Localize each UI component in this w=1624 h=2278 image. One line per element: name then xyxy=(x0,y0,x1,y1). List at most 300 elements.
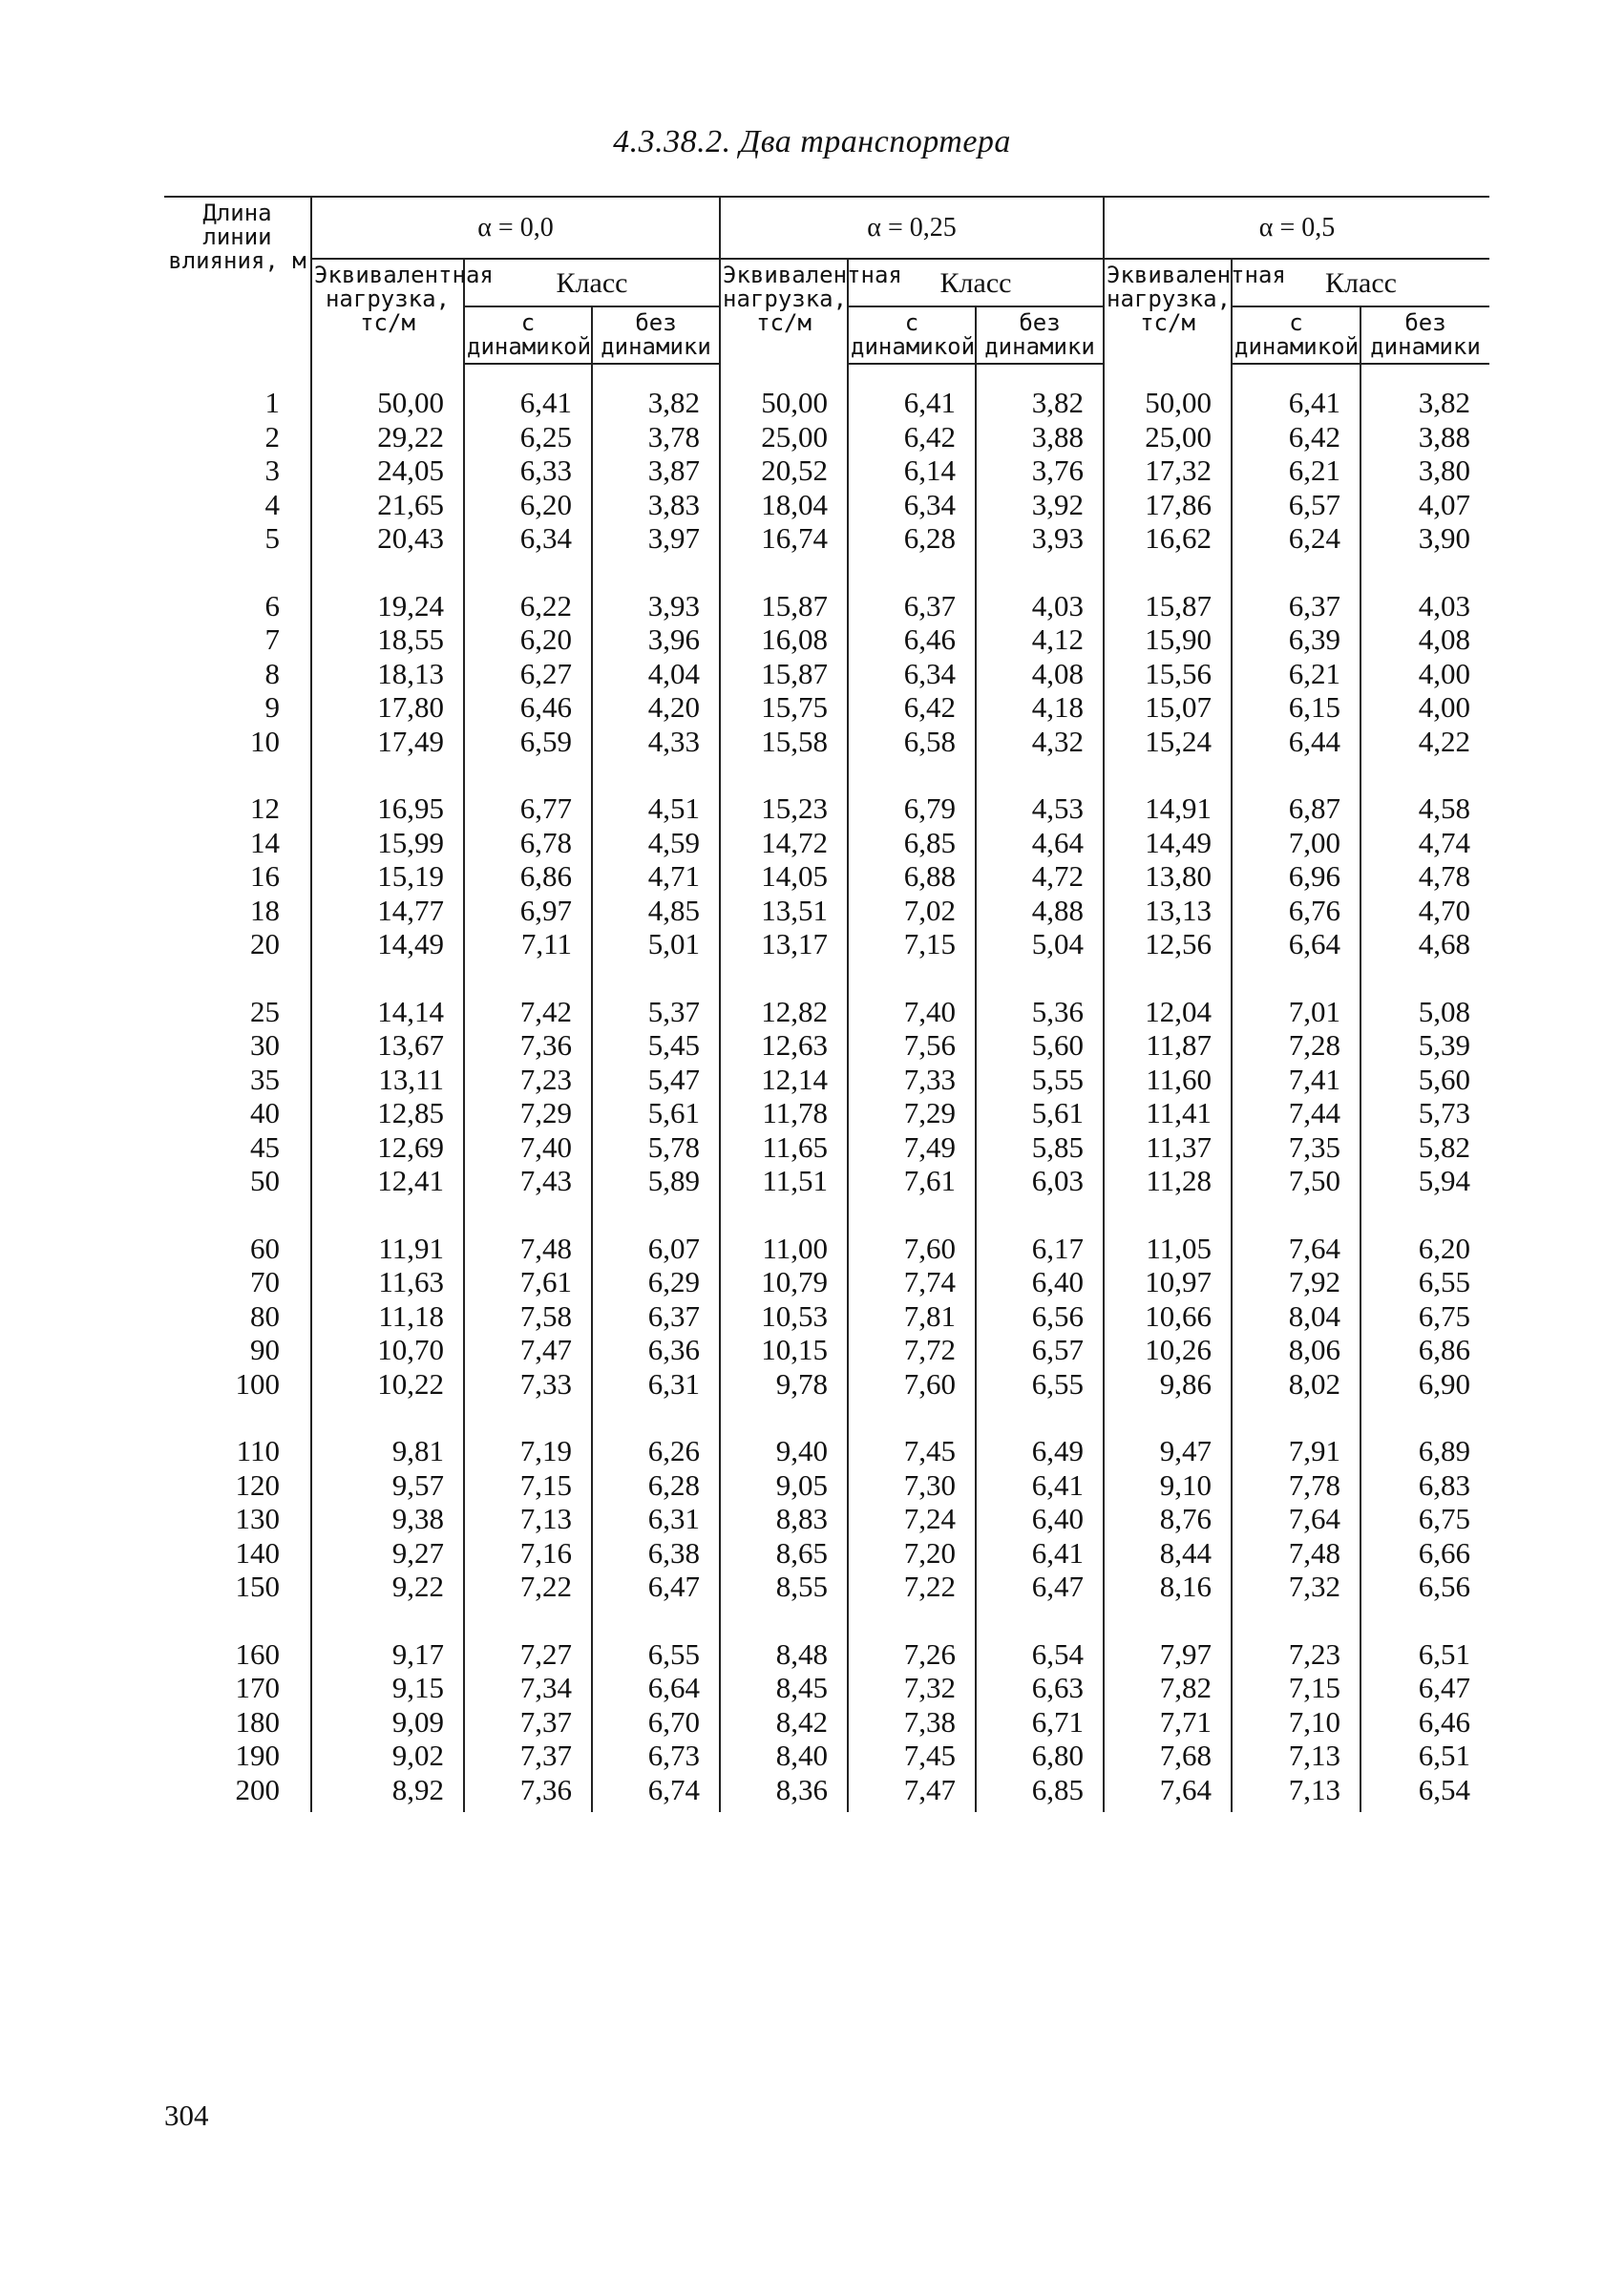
equiv-header-0: Эквивалентная нагрузка, тс/м xyxy=(311,259,464,364)
value-cell: 5,08 xyxy=(1360,995,1489,1029)
length-cell: 30 xyxy=(250,1028,280,1062)
length-cell: 18 xyxy=(250,893,280,927)
value-cell: 7,02 xyxy=(848,894,976,928)
spacer-cell xyxy=(848,758,976,791)
value-cell: 6,74 xyxy=(592,1773,720,1813)
value-cell: 6,73 xyxy=(592,1739,720,1773)
value-cell: 12,04 xyxy=(1104,995,1232,1029)
value-cell: 4,03 xyxy=(976,589,1104,623)
value-cell: 7,43 xyxy=(464,1164,592,1198)
value-cell: 7,81 xyxy=(848,1299,976,1334)
value-cell: 6,36 xyxy=(592,1333,720,1367)
length-cell: 50 xyxy=(250,1164,280,1197)
value-cell: 6,39 xyxy=(1232,622,1360,657)
table-row xyxy=(164,1434,1489,1468)
value-cell: 3,83 xyxy=(592,488,720,522)
value-cell: 15,07 xyxy=(1104,690,1232,725)
value-cell: 25,00 xyxy=(1104,420,1232,454)
value-cell: 4,51 xyxy=(592,791,720,826)
value-cell: 3,80 xyxy=(1360,453,1489,488)
table-row xyxy=(164,657,1489,691)
value-cell: 3,82 xyxy=(1360,364,1489,420)
length-cell: 110 xyxy=(236,1434,280,1467)
value-cell: 12,41 xyxy=(311,1164,464,1198)
value-cell: 3,90 xyxy=(1360,521,1489,556)
value-cell: 8,45 xyxy=(720,1671,848,1705)
spacer-cell xyxy=(1360,1604,1489,1637)
spacer-cell xyxy=(1360,1401,1489,1434)
value-cell: 6,56 xyxy=(976,1299,1104,1334)
value-cell: 15,56 xyxy=(1104,657,1232,691)
value-cell: 7,23 xyxy=(464,1063,592,1097)
spacer-cell xyxy=(164,758,311,791)
value-cell: 6,75 xyxy=(1360,1299,1489,1334)
value-cell: 6,14 xyxy=(848,453,976,488)
spacer-cell xyxy=(464,961,592,995)
value-cell: 16,74 xyxy=(720,521,848,556)
value-cell: 7,56 xyxy=(848,1028,976,1063)
value-cell: 6,37 xyxy=(848,589,976,623)
value-cell: 13,67 xyxy=(311,1028,464,1063)
value-cell: 3,87 xyxy=(592,453,720,488)
value-cell: 9,47 xyxy=(1104,1434,1232,1468)
value-cell: 5,47 xyxy=(592,1063,720,1097)
value-cell: 6,15 xyxy=(1232,690,1360,725)
value-cell: 7,16 xyxy=(464,1536,592,1571)
value-cell: 9,22 xyxy=(311,1570,464,1604)
value-cell: 20,43 xyxy=(311,521,464,556)
length-cell: 130 xyxy=(235,1502,280,1535)
value-cell: 7,00 xyxy=(1232,826,1360,860)
without-dynamics-header-0: без динамики xyxy=(592,306,720,364)
value-cell: 7,48 xyxy=(1232,1536,1360,1571)
value-cell: 6,46 xyxy=(848,622,976,657)
spacer-cell xyxy=(164,1401,311,1434)
table-row xyxy=(164,1265,1489,1299)
spacer-cell xyxy=(464,1198,592,1232)
spacer-cell xyxy=(592,1198,720,1232)
table-row xyxy=(164,725,1489,759)
value-cell: 4,74 xyxy=(1360,826,1489,860)
value-cell: 6,34 xyxy=(848,488,976,522)
value-cell: 6,90 xyxy=(1360,1367,1489,1402)
length-cell: 6 xyxy=(264,588,280,622)
value-cell: 25,00 xyxy=(720,420,848,454)
value-cell: 10,15 xyxy=(720,1333,848,1367)
value-cell: 3,82 xyxy=(592,364,720,420)
value-cell: 7,97 xyxy=(1104,1637,1232,1672)
value-cell: 15,90 xyxy=(1104,622,1232,657)
value-cell: 6,41 xyxy=(848,364,976,420)
with-dynamics-header-2: с динамикой xyxy=(1232,306,1360,364)
value-cell: 5,85 xyxy=(976,1130,1104,1165)
table-row xyxy=(164,1570,1489,1604)
value-cell: 11,00 xyxy=(720,1232,848,1266)
value-cell: 6,27 xyxy=(464,657,592,691)
spacer-cell xyxy=(1232,961,1360,995)
value-cell: 11,18 xyxy=(311,1299,464,1334)
value-cell: 4,03 xyxy=(1360,589,1489,623)
value-cell: 3,93 xyxy=(976,521,1104,556)
value-cell: 4,12 xyxy=(976,622,1104,657)
value-cell: 15,58 xyxy=(720,725,848,759)
value-cell: 7,24 xyxy=(848,1502,976,1536)
value-cell: 7,47 xyxy=(848,1773,976,1813)
value-cell: 6,77 xyxy=(464,791,592,826)
length-header: Длина линии влияния, м xyxy=(164,197,311,364)
value-cell: 5,39 xyxy=(1360,1028,1489,1063)
spacer-cell xyxy=(1232,556,1360,589)
value-cell: 6,86 xyxy=(1360,1333,1489,1367)
value-cell: 11,28 xyxy=(1104,1164,1232,1198)
spacer-cell xyxy=(164,1198,311,1232)
value-cell: 12,82 xyxy=(720,995,848,1029)
value-cell: 13,51 xyxy=(720,894,848,928)
spacer-cell xyxy=(311,1604,464,1637)
value-cell: 7,37 xyxy=(464,1739,592,1773)
value-cell: 8,48 xyxy=(720,1637,848,1672)
spacer-cell xyxy=(720,758,848,791)
value-cell: 9,02 xyxy=(311,1739,464,1773)
value-cell: 6,96 xyxy=(1232,859,1360,894)
value-cell: 6,20 xyxy=(464,488,592,522)
value-cell: 12,63 xyxy=(720,1028,848,1063)
value-cell: 11,91 xyxy=(311,1232,464,1266)
value-cell: 7,40 xyxy=(464,1130,592,1165)
value-cell: 7,72 xyxy=(848,1333,976,1367)
value-cell: 7,13 xyxy=(1232,1739,1360,1773)
value-cell: 17,80 xyxy=(311,690,464,725)
value-cell: 4,64 xyxy=(976,826,1104,860)
value-cell: 17,86 xyxy=(1104,488,1232,522)
value-cell: 7,27 xyxy=(464,1637,592,1672)
value-cell: 6,44 xyxy=(1232,725,1360,759)
table-row xyxy=(164,894,1489,928)
table-row xyxy=(164,1671,1489,1705)
alpha-header-0: α = 0,0 xyxy=(311,197,720,259)
value-cell: 7,40 xyxy=(848,995,976,1029)
value-cell: 8,42 xyxy=(720,1705,848,1740)
table-row xyxy=(164,622,1489,657)
value-cell: 4,20 xyxy=(592,690,720,725)
table-row xyxy=(164,589,1489,623)
table-row xyxy=(164,927,1489,961)
value-cell: 4,88 xyxy=(976,894,1104,928)
value-cell: 4,78 xyxy=(1360,859,1489,894)
spacer-cell xyxy=(720,1401,848,1434)
value-cell: 5,55 xyxy=(976,1063,1104,1097)
spacer-cell xyxy=(720,961,848,995)
class-header-0: Класс xyxy=(464,259,720,306)
value-cell: 5,82 xyxy=(1360,1130,1489,1165)
value-cell: 8,44 xyxy=(1104,1536,1232,1571)
value-cell: 3,88 xyxy=(1360,420,1489,454)
value-cell: 10,22 xyxy=(311,1367,464,1402)
length-cell: 90 xyxy=(250,1333,280,1366)
value-cell: 4,58 xyxy=(1360,791,1489,826)
spacer-cell xyxy=(464,556,592,589)
value-cell: 6,63 xyxy=(976,1671,1104,1705)
value-cell: 7,42 xyxy=(464,995,592,1029)
value-cell: 5,01 xyxy=(592,927,720,961)
value-cell: 15,87 xyxy=(720,657,848,691)
value-cell: 9,86 xyxy=(1104,1367,1232,1402)
spacer-cell xyxy=(720,556,848,589)
spacer-cell xyxy=(976,961,1104,995)
value-cell: 7,61 xyxy=(464,1265,592,1299)
value-cell: 5,78 xyxy=(592,1130,720,1165)
length-cell: 100 xyxy=(235,1366,280,1401)
value-cell: 20,52 xyxy=(720,453,848,488)
value-cell: 6,33 xyxy=(464,453,592,488)
value-cell: 8,55 xyxy=(720,1570,848,1604)
value-cell: 6,57 xyxy=(1232,488,1360,522)
class-header-2: Класс xyxy=(1232,259,1489,306)
value-cell: 7,64 xyxy=(1104,1773,1232,1813)
value-cell: 9,15 xyxy=(311,1671,464,1705)
table-row xyxy=(164,791,1489,826)
table-row xyxy=(164,1739,1489,1773)
value-cell: 6,41 xyxy=(976,1468,1104,1503)
spacer-cell xyxy=(1104,1401,1232,1434)
value-cell: 5,04 xyxy=(976,927,1104,961)
value-cell: 3,78 xyxy=(592,420,720,454)
length-cell: 180 xyxy=(235,1704,280,1739)
length-cell: 40 xyxy=(250,1096,280,1129)
group-spacer xyxy=(164,1198,1489,1232)
value-cell: 6,28 xyxy=(592,1468,720,1503)
length-cell: 35 xyxy=(250,1062,280,1096)
value-cell: 7,44 xyxy=(1232,1096,1360,1130)
value-cell: 7,92 xyxy=(1232,1265,1360,1299)
value-cell: 8,92 xyxy=(311,1773,464,1813)
value-cell: 9,57 xyxy=(311,1468,464,1503)
value-cell: 7,11 xyxy=(464,927,592,961)
value-cell: 18,55 xyxy=(311,622,464,657)
value-cell: 14,14 xyxy=(311,995,464,1029)
value-cell: 7,60 xyxy=(848,1232,976,1266)
value-cell: 3,88 xyxy=(976,420,1104,454)
table-row xyxy=(164,1773,1489,1813)
value-cell: 7,15 xyxy=(464,1468,592,1503)
value-cell: 4,33 xyxy=(592,725,720,759)
group-spacer xyxy=(164,961,1489,995)
value-cell: 7,38 xyxy=(848,1705,976,1740)
value-cell: 7,33 xyxy=(464,1367,592,1402)
value-cell: 7,60 xyxy=(848,1367,976,1402)
spacer-cell xyxy=(311,1198,464,1232)
value-cell: 6,64 xyxy=(1232,927,1360,961)
value-cell: 6,70 xyxy=(592,1705,720,1740)
value-cell: 5,36 xyxy=(976,995,1104,1029)
value-cell: 6,80 xyxy=(976,1739,1104,1773)
value-cell: 8,02 xyxy=(1232,1367,1360,1402)
value-cell: 4,00 xyxy=(1360,690,1489,725)
value-cell: 14,91 xyxy=(1104,791,1232,826)
value-cell: 6,71 xyxy=(976,1705,1104,1740)
value-cell: 11,05 xyxy=(1104,1232,1232,1266)
value-cell: 5,60 xyxy=(1360,1063,1489,1097)
value-cell: 6,54 xyxy=(1360,1773,1489,1813)
length-cell: 200 xyxy=(235,1772,280,1806)
value-cell: 15,23 xyxy=(720,791,848,826)
value-cell: 7,78 xyxy=(1232,1468,1360,1503)
value-cell: 21,65 xyxy=(311,488,464,522)
value-cell: 6,22 xyxy=(464,589,592,623)
value-cell: 6,55 xyxy=(592,1637,720,1672)
value-cell: 6,40 xyxy=(976,1265,1104,1299)
value-cell: 14,49 xyxy=(311,927,464,961)
value-cell: 15,87 xyxy=(1104,589,1232,623)
value-cell: 7,36 xyxy=(464,1028,592,1063)
value-cell: 7,22 xyxy=(848,1570,976,1604)
group-spacer xyxy=(164,556,1489,589)
without-dynamics-header-2: без динамики xyxy=(1360,306,1489,364)
value-cell: 9,10 xyxy=(1104,1468,1232,1503)
value-cell: 9,81 xyxy=(311,1434,464,1468)
value-cell: 7,15 xyxy=(1232,1671,1360,1705)
value-cell: 7,22 xyxy=(464,1570,592,1604)
value-cell: 6,66 xyxy=(1360,1536,1489,1571)
table-row xyxy=(164,420,1489,454)
spacer-cell xyxy=(1232,1604,1360,1637)
alpha-header-1: α = 0,25 xyxy=(720,197,1104,259)
value-cell: 12,85 xyxy=(311,1096,464,1130)
value-cell: 6,40 xyxy=(976,1502,1104,1536)
table-row xyxy=(164,859,1489,894)
value-cell: 7,29 xyxy=(848,1096,976,1130)
value-cell: 6,85 xyxy=(848,826,976,860)
value-cell: 29,22 xyxy=(311,420,464,454)
length-cell: 5 xyxy=(264,521,280,555)
value-cell: 5,89 xyxy=(592,1164,720,1198)
value-cell: 6,42 xyxy=(848,420,976,454)
value-cell: 3,76 xyxy=(976,453,1104,488)
value-cell: 6,41 xyxy=(464,364,592,420)
value-cell: 15,75 xyxy=(720,690,848,725)
value-cell: 7,41 xyxy=(1232,1063,1360,1097)
value-cell: 3,93 xyxy=(592,589,720,623)
value-cell: 4,07 xyxy=(1360,488,1489,522)
spacer-cell xyxy=(592,961,720,995)
value-cell: 14,49 xyxy=(1104,826,1232,860)
value-cell: 50,00 xyxy=(720,364,848,420)
value-cell: 6,76 xyxy=(1232,894,1360,928)
length-cell: 12 xyxy=(250,791,280,825)
value-cell: 7,82 xyxy=(1104,1671,1232,1705)
spacer-cell xyxy=(464,1401,592,1434)
spacer-cell xyxy=(164,556,311,589)
spacer-cell xyxy=(976,758,1104,791)
page-number: 304 xyxy=(164,2099,209,2132)
value-cell: 6,42 xyxy=(848,690,976,725)
value-cell: 6,34 xyxy=(464,521,592,556)
value-cell: 16,08 xyxy=(720,622,848,657)
length-cell: 20 xyxy=(250,927,280,960)
value-cell: 7,01 xyxy=(1232,995,1360,1029)
value-cell: 6,89 xyxy=(1360,1434,1489,1468)
value-cell: 9,40 xyxy=(720,1434,848,1468)
value-cell: 11,60 xyxy=(1104,1063,1232,1097)
value-cell: 4,72 xyxy=(976,859,1104,894)
value-cell: 12,56 xyxy=(1104,927,1232,961)
length-cell: 140 xyxy=(235,1535,280,1570)
value-cell: 16,95 xyxy=(311,791,464,826)
value-cell: 5,61 xyxy=(976,1096,1104,1130)
value-cell: 8,40 xyxy=(720,1739,848,1773)
value-cell: 15,19 xyxy=(311,859,464,894)
value-cell: 8,16 xyxy=(1104,1570,1232,1604)
value-cell: 6,51 xyxy=(1360,1739,1489,1773)
length-cell: 150 xyxy=(235,1570,280,1603)
table-row xyxy=(164,826,1489,860)
table-row xyxy=(164,995,1489,1029)
spacer-cell xyxy=(1360,961,1489,995)
value-cell: 6,46 xyxy=(1360,1705,1489,1740)
value-cell: 6,41 xyxy=(1232,364,1360,420)
value-cell: 16,62 xyxy=(1104,521,1232,556)
table-row xyxy=(164,1536,1489,1571)
value-cell: 7,23 xyxy=(1232,1637,1360,1672)
table-row xyxy=(164,488,1489,522)
table-row xyxy=(164,1333,1489,1367)
value-cell: 7,29 xyxy=(464,1096,592,1130)
value-cell: 18,04 xyxy=(720,488,848,522)
equiv-header-1: Эквивалентная нагрузка, тс/м xyxy=(720,259,848,364)
value-cell: 6,47 xyxy=(592,1570,720,1604)
value-cell: 17,32 xyxy=(1104,453,1232,488)
length-cell: 170 xyxy=(235,1671,280,1704)
value-cell: 7,64 xyxy=(1232,1232,1360,1266)
length-cell: 120 xyxy=(235,1467,280,1502)
length-cell: 8 xyxy=(264,656,280,690)
value-cell: 8,06 xyxy=(1232,1333,1360,1367)
value-cell: 7,47 xyxy=(464,1333,592,1367)
spacer-cell xyxy=(720,1604,848,1637)
value-cell: 7,48 xyxy=(464,1232,592,1266)
value-cell: 6,07 xyxy=(592,1232,720,1266)
length-cell: 1 xyxy=(264,385,280,419)
table-body xyxy=(164,364,1489,1812)
group-spacer xyxy=(164,1401,1489,1434)
value-cell: 5,94 xyxy=(1360,1164,1489,1198)
spacer-cell xyxy=(311,1401,464,1434)
value-cell: 5,73 xyxy=(1360,1096,1489,1130)
value-cell: 5,61 xyxy=(592,1096,720,1130)
spacer-cell xyxy=(848,961,976,995)
value-cell: 6,78 xyxy=(464,826,592,860)
value-cell: 4,22 xyxy=(1360,725,1489,759)
value-cell: 6,87 xyxy=(1232,791,1360,826)
value-cell: 17,49 xyxy=(311,725,464,759)
spacer-cell xyxy=(1232,1198,1360,1232)
table-row xyxy=(164,1705,1489,1740)
with-dynamics-header-1: с динамикой xyxy=(848,306,976,364)
value-cell: 6,41 xyxy=(976,1536,1104,1571)
spacer-cell xyxy=(1360,556,1489,589)
value-cell: 7,91 xyxy=(1232,1434,1360,1468)
spacer-cell xyxy=(592,556,720,589)
table-row xyxy=(164,364,1489,420)
value-cell: 7,45 xyxy=(848,1739,976,1773)
value-cell: 8,04 xyxy=(1232,1299,1360,1334)
value-cell: 7,33 xyxy=(848,1063,976,1097)
spacer-cell xyxy=(976,1198,1104,1232)
value-cell: 7,35 xyxy=(1232,1130,1360,1165)
value-cell: 6,51 xyxy=(1360,1637,1489,1672)
value-cell: 6,59 xyxy=(464,725,592,759)
value-cell: 6,58 xyxy=(848,725,976,759)
